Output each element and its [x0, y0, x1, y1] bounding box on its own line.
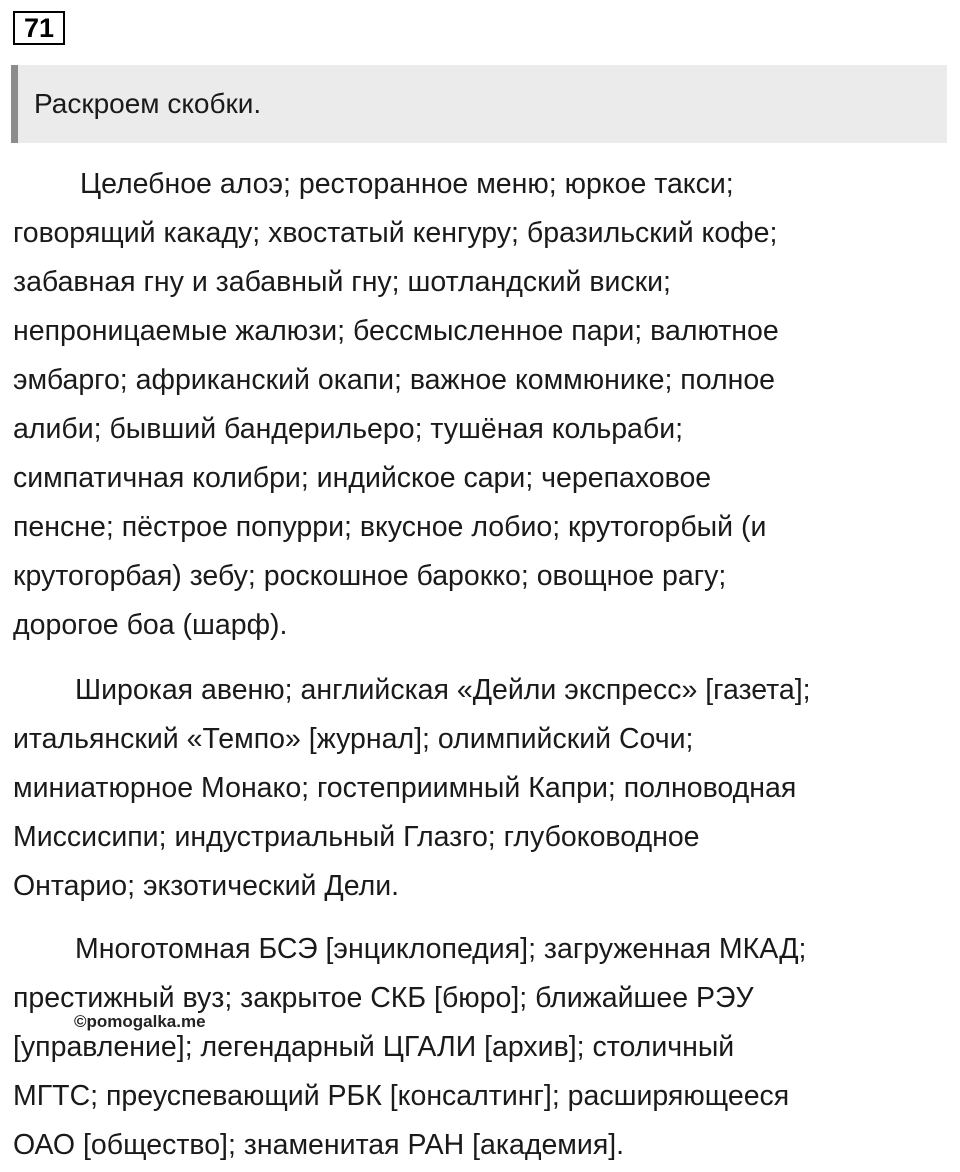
- answer-line: говорящий какаду; хвостатый кенгуру; бразильский кофе;: [13, 217, 778, 249]
- answer-line: престижный вуз; закрытое СКБ [бюро]; ближайшее РЭУ: [13, 982, 754, 1014]
- answer-line: ОАО [общество]; знаменитая РАН [академия].: [13, 1129, 625, 1161]
- answer-paragraph-2: [13, 666, 953, 911]
- answer-line: миниатюрное Монако; гостеприимный Капри; полноводная: [13, 772, 797, 804]
- answer-line: Онтарио; экзотический Дели.: [13, 870, 400, 902]
- answer-line: крутогорбая) зебу; роскошное барокко; овощное рагу;: [13, 560, 727, 592]
- answer-line: Многотомная БСЭ [энциклопедия]; загруженная МКАД;: [75, 933, 807, 965]
- exercise-number: 71: [13, 11, 65, 45]
- task-banner: [11, 65, 947, 143]
- answer-line: Миссисипи; индустриальный Глазго; глубоководное: [13, 821, 700, 853]
- answer-line: симпатичная колибри; индийское сари; черепаховое: [13, 462, 712, 494]
- answer-line: Широкая авеню; английская «Дейли экспресс» [газета];: [75, 674, 811, 706]
- watermark: ©pomogalka.me: [74, 1012, 206, 1031]
- answer-line: МГТС; преуспевающий РБК [консалтинг]; расширяющееся: [13, 1080, 790, 1112]
- answer-line: Целебное алоэ; ресторанное меню; юркое такси;: [80, 168, 734, 200]
- answer-line: эмбарго; африканский окапи; важное коммюнике; полное: [13, 364, 776, 396]
- answer-line: итальянский «Темпо» [журнал]; олимпийский Сочи;: [13, 723, 694, 755]
- answer-line: [управление]; легендарный ЦГАЛИ [архив]; столичный: [13, 1031, 735, 1063]
- answer-line: дорогое боа (шарф).: [13, 609, 288, 641]
- answer-line: пенсне; пёстрое попурри; вкусное лобио; крутогорбый (и: [13, 511, 767, 543]
- task-text: Раскроем скобки.: [34, 88, 262, 119]
- answer-line: непроницаемые жалюзи; бессмысленное пари; валютное: [13, 315, 779, 347]
- answer-paragraph-3: [13, 925, 953, 1170]
- answer-line: забавная гну и забавный гну; шотландский виски;: [13, 266, 671, 298]
- answer-line: алиби; бывший бандерильеро; тушёная кольраби;: [13, 413, 684, 445]
- answer-paragraph-1: [13, 160, 953, 650]
